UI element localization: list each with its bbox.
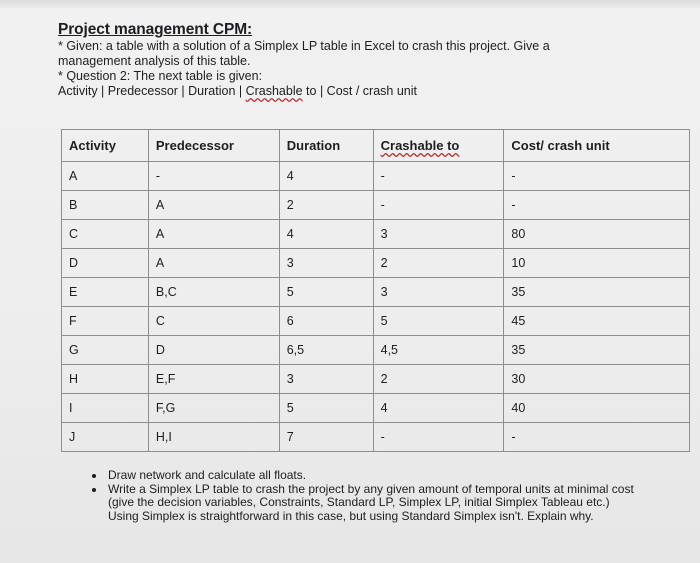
question-header — [58, 20, 658, 99]
cell-predecessor: A — [148, 191, 279, 220]
intro-line-3: * Question 2: The next table is given: — [58, 69, 263, 83]
cell-predecessor: A — [148, 249, 279, 278]
columns-list-part-2: to | Cost / crash unit — [302, 84, 417, 98]
cell-cost: - — [504, 423, 690, 452]
cell-cost: 35 — [504, 336, 690, 365]
cell-crashable: 4 — [373, 394, 504, 423]
header-crashable-text: Crashable to — [380, 138, 460, 153]
cell-cost: - — [504, 191, 690, 220]
cell-duration: 3 — [279, 249, 373, 278]
cell-predecessor: D — [148, 336, 279, 365]
cell-activity: H — [62, 365, 149, 394]
cell-activity: D — [62, 249, 149, 278]
table-row — [62, 365, 690, 394]
cell-cost: 30 — [504, 365, 690, 394]
cell-crashable: 3 — [373, 278, 504, 307]
crashable-word: Crashable — [245, 84, 303, 98]
cell-predecessor: F,G — [148, 394, 279, 423]
cell-activity: A — [62, 162, 149, 191]
intro-line-1: * Given: a table with a solution of a Simplex LP table in Excel to crash this project. Give a — [58, 39, 550, 53]
cell-activity: E — [62, 278, 149, 307]
intro-line-2: management analysis of this table. — [58, 54, 251, 68]
cell-activity: I — [62, 394, 149, 423]
header-cost: Cost/ crash unit — [504, 130, 690, 162]
table-row — [62, 394, 690, 423]
table-body — [62, 162, 690, 452]
cell-duration: 5 — [279, 394, 373, 423]
table-row — [62, 278, 690, 307]
header-predecessor: Predecessor — [148, 130, 279, 162]
cell-predecessor: B,C — [148, 278, 279, 307]
cell-predecessor: C — [148, 307, 279, 336]
cell-activity: J — [62, 423, 149, 452]
cell-crashable: 3 — [373, 220, 504, 249]
table-row — [62, 336, 690, 365]
table-row — [62, 191, 690, 220]
cell-duration: 3 — [279, 365, 373, 394]
table-header-row — [62, 130, 690, 162]
table-row — [62, 307, 690, 336]
cell-crashable: 2 — [373, 365, 504, 394]
table-row — [62, 220, 690, 249]
table-row — [62, 423, 690, 452]
cell-activity: C — [62, 220, 149, 249]
cell-predecessor: A — [148, 220, 279, 249]
cell-cost: 45 — [504, 307, 690, 336]
intro-line-4 — [58, 84, 658, 99]
cell-cost: 10 — [504, 249, 690, 278]
cell-activity: G — [62, 336, 149, 365]
page-top-edge — [0, 0, 700, 8]
cell-cost: - — [504, 162, 690, 191]
cell-predecessor: H,I — [148, 423, 279, 452]
task-list — [88, 469, 636, 523]
cell-predecessor: - — [148, 162, 279, 191]
cell-cost: 40 — [504, 394, 690, 423]
cpm-table — [61, 129, 690, 452]
cell-duration: 7 — [279, 423, 373, 452]
cell-duration: 6 — [279, 307, 373, 336]
cell-activity: B — [62, 191, 149, 220]
cell-cost: 80 — [504, 220, 690, 249]
cell-duration: 4 — [279, 162, 373, 191]
columns-list-part-1: Activity | Predecessor | Duration | — [58, 84, 246, 98]
cell-predecessor: E,F — [148, 365, 279, 394]
cell-duration: 2 — [279, 191, 373, 220]
cell-cost: 35 — [504, 278, 690, 307]
cell-duration: 6,5 — [279, 336, 373, 365]
page-title: Project management CPM: — [58, 21, 253, 38]
table-row — [62, 249, 690, 278]
cell-crashable: - — [373, 162, 504, 191]
task-item: • Draw network and calculate all floats. — [106, 469, 636, 483]
cell-crashable: 5 — [373, 307, 504, 336]
cell-activity: F — [62, 307, 149, 336]
cell-duration: 4 — [279, 220, 373, 249]
task-item: • Write a Simplex LP table to crash the project by any given amount of temporal units at minimal cost (give the decision variables, Constraints, Standard LP, Simplex LP, initial Simplex Tableau etc.) Using Simplex is straightforward in this case, but using Standard Simplex isn't. Explain why. — [106, 483, 636, 524]
cell-crashable: 4,5 — [373, 336, 504, 365]
header-crashable — [373, 130, 504, 162]
header-activity: Activity — [62, 130, 149, 162]
cell-duration: 5 — [279, 278, 373, 307]
table-row — [62, 162, 690, 191]
cell-crashable: - — [373, 423, 504, 452]
header-duration: Duration — [279, 130, 373, 162]
cell-crashable: 2 — [373, 249, 504, 278]
cell-crashable: - — [373, 191, 504, 220]
